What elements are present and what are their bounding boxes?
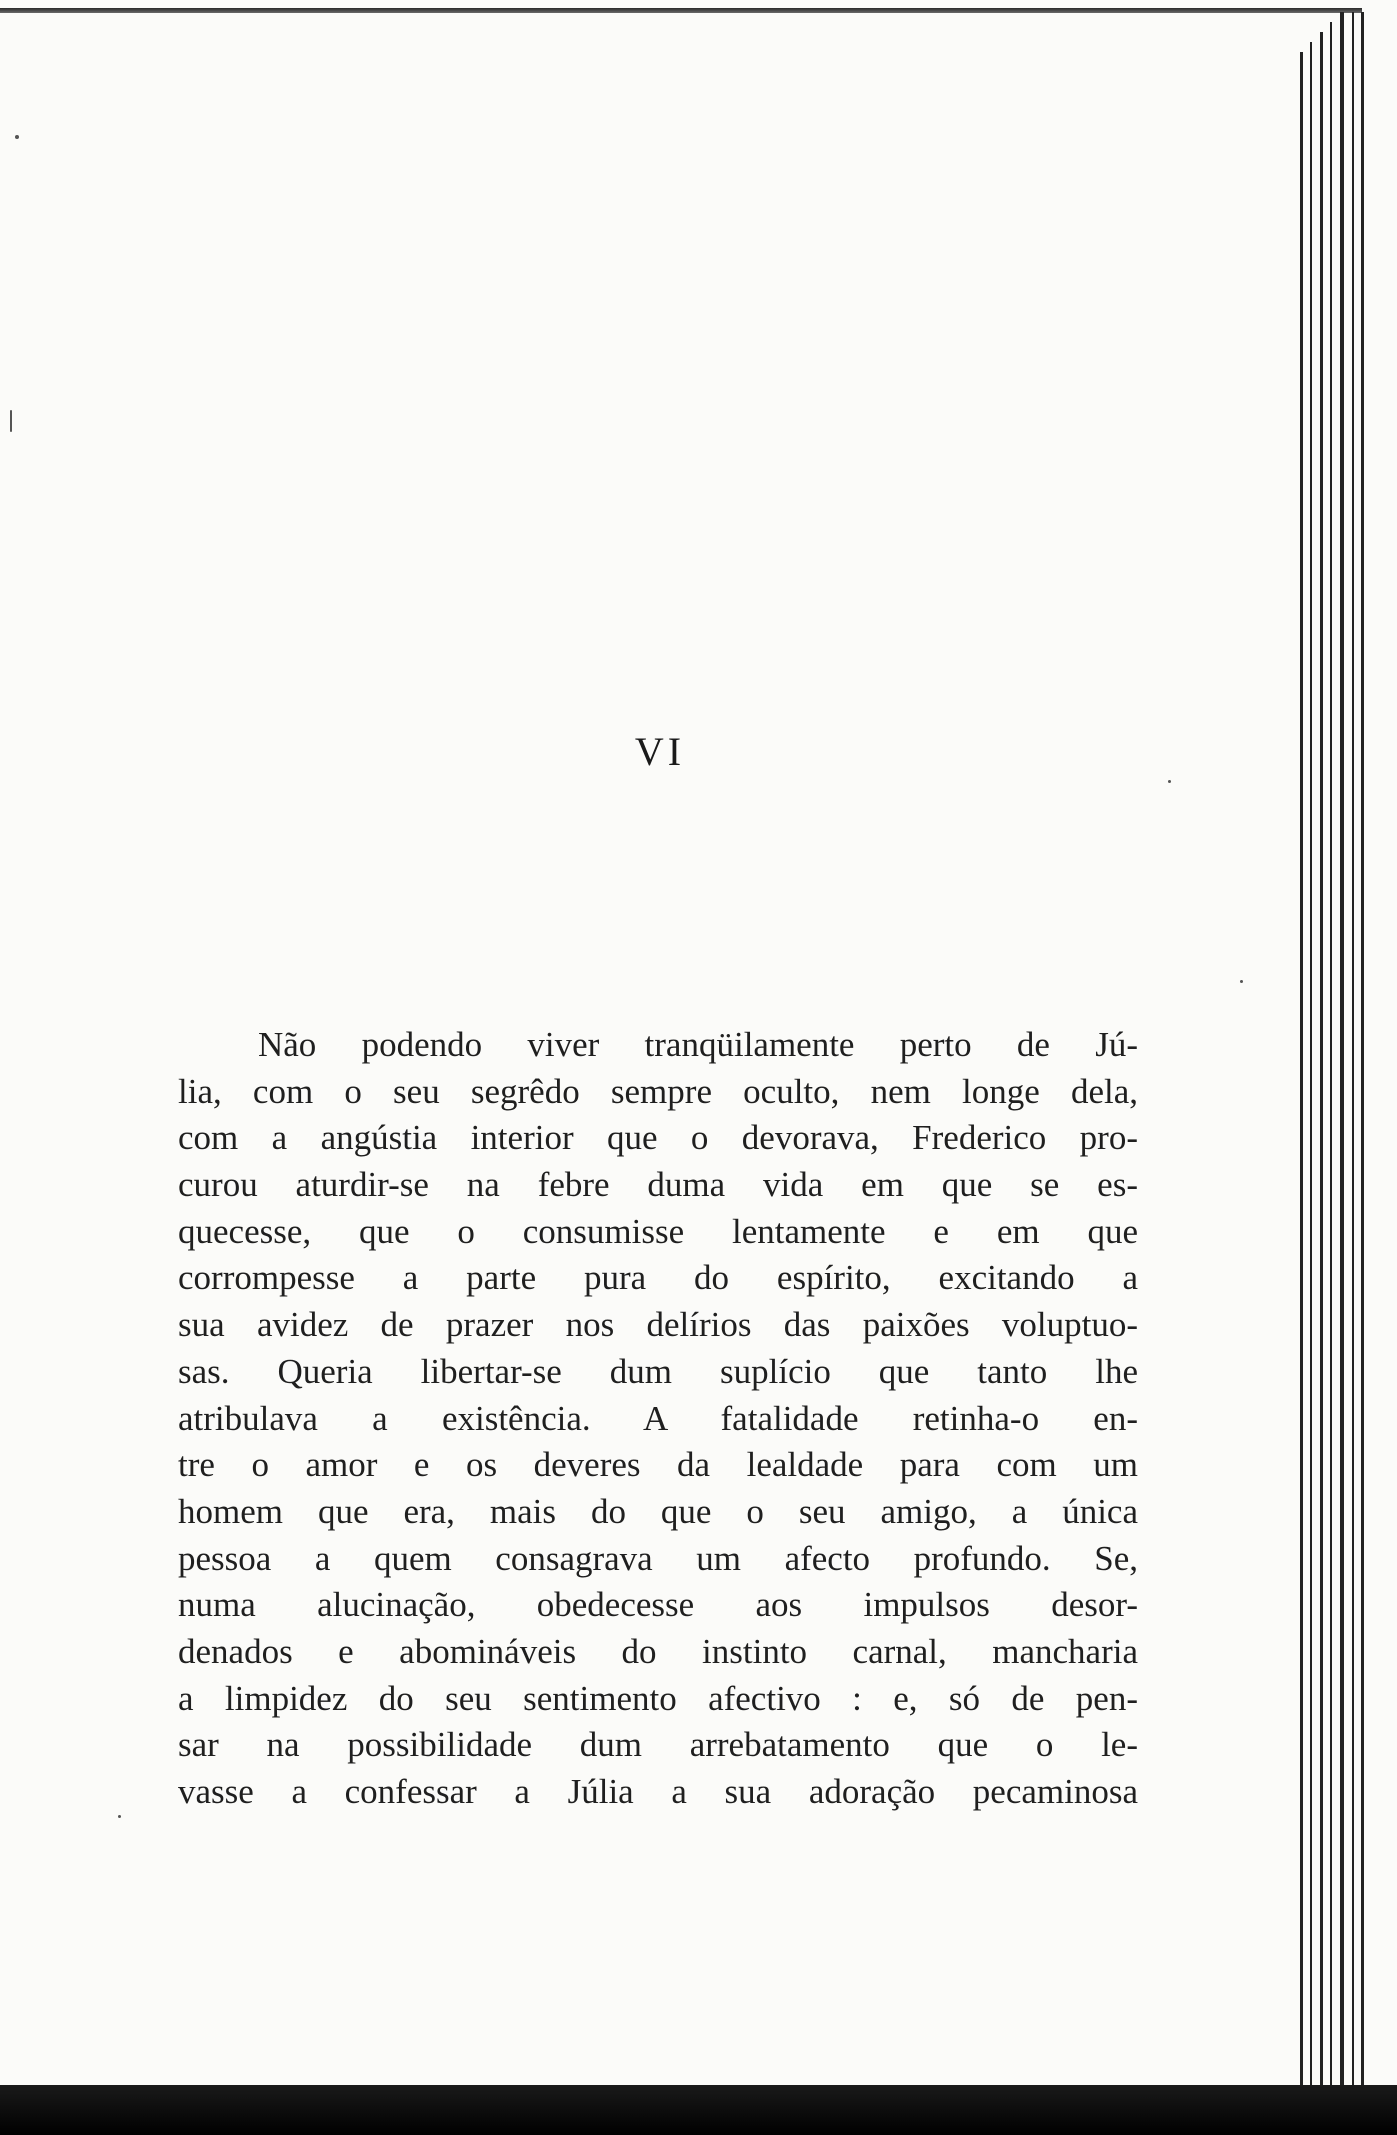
text-line: vasse a confessar a Júlia a sua adoração pecaminosa (178, 1772, 1138, 1811)
text-line: corrompesse a parte pura do espírito, excitando a (178, 1258, 1138, 1298)
text-line: denados e abomináveis do instinto carnal, mancharia (178, 1631, 1138, 1671)
text-line: atribulava a existência. A fatalidade retinha-o en- (178, 1398, 1138, 1438)
paper-speck (15, 135, 19, 139)
text-line: lia, com o seu segrêdo sempre oculto, nem longe dela, (178, 1071, 1138, 1111)
paper-speck (1168, 780, 1171, 783)
page-stack-edge (1298, 12, 1397, 2112)
text-line: curou aturdir-se na febre duma vida em que se es- (178, 1165, 1138, 1205)
stack-line (1310, 42, 1312, 2112)
paper-speck (118, 1815, 121, 1818)
stack-line (1352, 12, 1354, 2112)
text-line: quecesse, que o consumisse lentamente e em que (178, 1211, 1138, 1251)
text-line: sas. Queria libertar-se dum suplício que tanto lhe (178, 1351, 1138, 1391)
text-line: a limpidez do seu sentimento afectivo : e, só de pen- (178, 1678, 1138, 1718)
stack-line (1320, 32, 1323, 2112)
text-line: sua avidez de prazer nos delírios das paixões voluptuo- (178, 1305, 1138, 1345)
text-line: sar na possibilidade dum arrebatamento que o le- (178, 1725, 1138, 1765)
text-line: Não podendo viver tranqüilamente perto de Jú- (258, 1025, 1138, 1064)
text-line: homem que era, mais do que o seu amigo, a única (178, 1491, 1138, 1531)
chapter-heading: VI (634, 729, 686, 774)
stack-line (1340, 12, 1344, 2112)
paper-speck (10, 410, 12, 432)
body-text (178, 1022, 1138, 1816)
text-line: com a angústia interior que o devorava, Frederico pro- (178, 1118, 1138, 1158)
text-line: tre o amor e os deveres da lealdade para com um (178, 1445, 1138, 1485)
text-line: numa alucinação, obedecesse aos impulsos desor- (178, 1585, 1138, 1625)
stack-line (1330, 22, 1332, 2112)
page-bottom-edge (0, 2085, 1397, 2135)
stack-line (1300, 52, 1303, 2112)
paper-speck (1240, 980, 1243, 983)
text-line: pessoa a quem consagrava um afecto profundo. Se, (178, 1538, 1138, 1578)
page-top-edge (0, 8, 1362, 13)
stack-line (1361, 12, 1364, 2112)
